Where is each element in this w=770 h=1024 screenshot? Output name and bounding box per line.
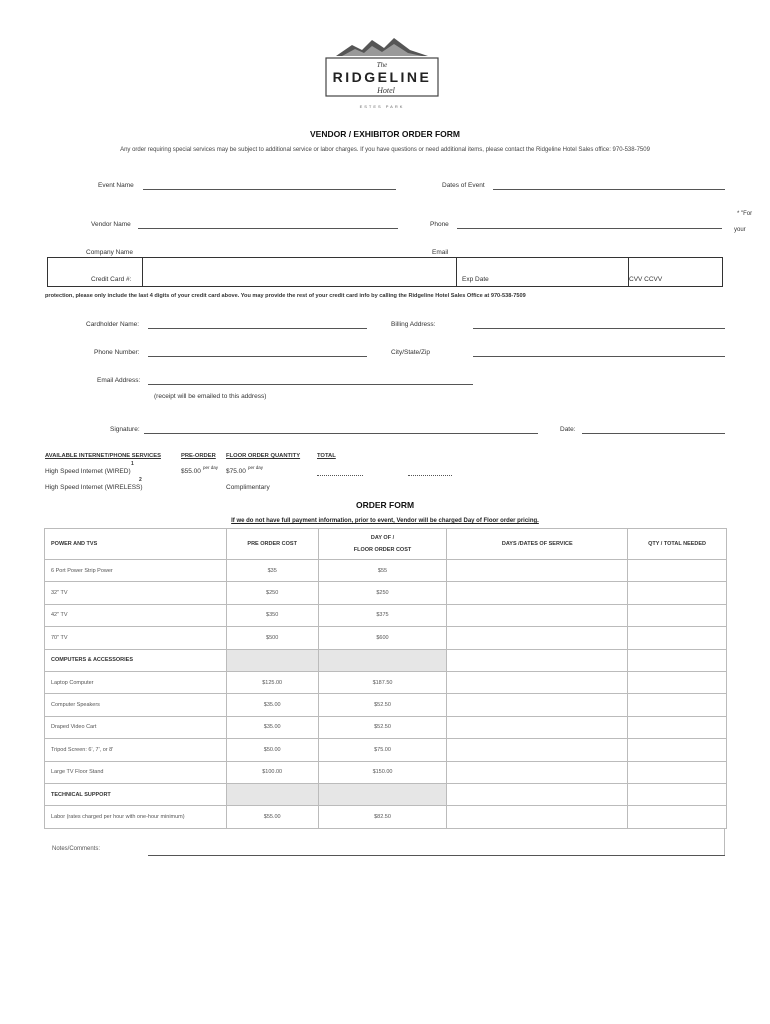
item-name: Laptop Computer	[45, 671, 227, 693]
item-qty-input[interactable]	[628, 716, 727, 738]
item-qty-input[interactable]	[628, 761, 727, 783]
item-dates-input[interactable]	[447, 716, 628, 738]
order-item-row	[45, 671, 727, 693]
date-label: Date:	[560, 426, 576, 433]
order-item-row	[45, 560, 727, 582]
item-name: 6 Port Power Strip Power	[45, 560, 227, 582]
credit-card-input[interactable]	[143, 258, 455, 285]
internet-header-preorder: PRE-ORDER	[181, 453, 216, 459]
item-pre-cost: $50.00	[226, 739, 318, 761]
item-day-cost: $75.00	[318, 739, 447, 761]
order-item-row	[45, 582, 727, 604]
section-shade-cell	[226, 783, 318, 805]
section-empty-cell	[628, 783, 727, 805]
event-name-label: Event Name	[98, 182, 134, 189]
item-dates-input[interactable]	[447, 604, 628, 626]
billing-address-input[interactable]	[473, 328, 725, 329]
item-dates-input[interactable]	[447, 761, 628, 783]
item-day-cost: $375	[318, 604, 447, 626]
cvv-label: CVV CCVV	[629, 276, 663, 283]
section-shade-cell	[318, 783, 447, 805]
order-header-row	[45, 529, 727, 560]
item-dates-input[interactable]	[447, 582, 628, 604]
item-pre-cost: $35	[226, 560, 318, 582]
phone-number-input[interactable]	[148, 356, 367, 357]
item-dates-input[interactable]	[447, 739, 628, 761]
vendor-name-input[interactable]	[138, 228, 398, 229]
credit-card-label: Credit Card #:	[91, 276, 132, 283]
item-day-cost: $187.50	[318, 671, 447, 693]
item-pre-cost: $350	[226, 604, 318, 626]
col-day-header-line2: FLOOR ORDER COST	[353, 547, 412, 553]
notes-input[interactable]	[148, 855, 725, 856]
internet-wireless-label: High Speed Internet (WIRELESS)	[45, 484, 143, 491]
internet-header-floor: FLOOR ORDER QUANTITY	[226, 453, 301, 459]
item-qty-input[interactable]	[628, 604, 727, 626]
item-dates-input[interactable]	[447, 671, 628, 693]
order-form-heading: ORDER FORM	[355, 500, 415, 510]
section-empty-cell	[447, 783, 628, 805]
notes-label: Notes/Comments:	[52, 846, 101, 852]
item-qty-input[interactable]	[628, 806, 727, 828]
order-section-row	[45, 649, 727, 671]
logo-the: The	[376, 61, 388, 69]
item-day-cost: $52.50	[318, 694, 447, 716]
item-pre-cost: $55.00	[226, 806, 318, 828]
form-subtitle: Any order requiring special services may be subject to additional service or labor charges. If you have questions or need additional items, please contact the Ridgeline Hotel Sales office: 970-538-7509	[120, 147, 650, 153]
item-name: Large TV Floor Stand	[45, 761, 227, 783]
col-pre-header: PRE ORDER COST	[226, 529, 318, 560]
section-label: TECHNICAL SUPPORT	[45, 783, 227, 805]
dates-of-event-label: Dates of Event	[442, 182, 485, 189]
company-name-label: Company Name	[86, 249, 133, 256]
internet-wired-label: High Speed Internet (WIRED)	[45, 468, 131, 475]
item-day-cost: $52.50	[318, 716, 447, 738]
order-item-row	[45, 761, 727, 783]
email-address-label: Email Address:	[97, 377, 141, 384]
phone-number-label: Phone Number:	[94, 349, 140, 356]
item-qty-input[interactable]	[628, 560, 727, 582]
internet-wireless-value: Complimentary	[226, 484, 270, 491]
item-name: Labor (rates charged per hour with one-hour minimum)	[45, 806, 227, 828]
phone-label: Phone	[430, 221, 449, 228]
receipt-note: (receipt will be emailed to this address)	[154, 393, 267, 400]
logo-small: ESTES PARK	[359, 104, 405, 109]
section-shade-cell	[226, 649, 318, 671]
item-day-cost: $55	[318, 560, 447, 582]
internet-wired-floor: $75.00	[226, 468, 246, 475]
email-label: Email	[432, 249, 449, 256]
item-pre-cost: $100.00	[226, 761, 318, 783]
order-form-note: If we do not have full payment information, prior to event, Vendor will be charged Day of Floor order pricing.	[231, 518, 539, 524]
item-day-cost: $250	[318, 582, 447, 604]
cardholder-name-input[interactable]	[148, 328, 367, 329]
internet-header-total: TOTAL	[317, 453, 336, 459]
internet-wired-qty-input[interactable]	[317, 475, 363, 476]
col-day-header-line1: DAY OF /	[370, 535, 395, 541]
col-item-header: POWER AND TVS	[45, 529, 227, 560]
city-state-zip-input[interactable]	[473, 356, 725, 357]
item-name: Tripod Screen: 6', 7', or 8'	[45, 739, 227, 761]
order-item-row	[45, 739, 727, 761]
order-item-row	[45, 604, 727, 626]
section-empty-cell	[447, 649, 628, 671]
side-note-line1: * "For	[737, 211, 753, 217]
form-title: VENDOR / EXHIBITOR ORDER FORM	[309, 129, 461, 139]
item-qty-input[interactable]	[628, 671, 727, 693]
signature-input[interactable]	[144, 433, 538, 434]
internet-header-services: AVAILABLE INTERNET/PHONE SERVICES	[45, 453, 161, 459]
item-name: 42" TV	[45, 604, 227, 626]
exp-date-input[interactable]	[490, 258, 627, 285]
logo-script: Hotel	[377, 86, 395, 95]
item-qty-input[interactable]	[628, 582, 727, 604]
section-label: COMPUTERS & ACCESSORIES	[45, 649, 227, 671]
item-name: 70" TV	[45, 627, 227, 649]
ridgeline-hotel-logo	[322, 36, 442, 116]
order-item-row	[45, 806, 727, 828]
item-dates-input[interactable]	[447, 694, 628, 716]
side-note-line2: your	[734, 227, 746, 233]
email-address-input[interactable]	[148, 384, 473, 385]
col-qty-header: QTY / TOTAL NEEDED	[628, 529, 727, 560]
item-day-cost: $600	[318, 627, 447, 649]
notes-right-border	[724, 829, 725, 855]
phone-input[interactable]	[457, 228, 722, 229]
cvv-input[interactable]	[660, 258, 720, 285]
item-dates-input[interactable]	[447, 627, 628, 649]
item-day-cost: $150.00	[318, 761, 447, 783]
dates-of-event-input[interactable]	[493, 189, 725, 190]
item-pre-cost: $35.00	[226, 694, 318, 716]
date-input[interactable]	[582, 433, 725, 434]
vendor-name-label: Vendor Name	[91, 221, 131, 228]
internet-wired-floor-unit: per day	[248, 465, 264, 470]
item-dates-input[interactable]	[447, 806, 628, 828]
item-day-cost: $82.50	[318, 806, 447, 828]
event-name-input[interactable]	[143, 189, 396, 190]
order-item-row	[45, 716, 727, 738]
item-qty-input[interactable]	[628, 627, 727, 649]
item-qty-input[interactable]	[628, 694, 727, 716]
item-pre-cost: $125.00	[226, 671, 318, 693]
section-shade-cell	[318, 649, 447, 671]
order-item-row	[45, 694, 727, 716]
protection-note: protection, please only include the last 4 digits of your credit card above. You may provide the rest of your credit card info by calling the Ridgeline Hotel Sales Office at 970-538-7509	[45, 293, 526, 299]
cc-divider-2	[456, 257, 457, 286]
item-pre-cost: $500	[226, 627, 318, 649]
order-item-row	[45, 627, 727, 649]
logo-name: RIDGELINE	[332, 69, 432, 85]
item-name: 32" TV	[45, 582, 227, 604]
order-table	[44, 528, 727, 829]
order-section-row	[45, 783, 727, 805]
internet-wireless-sup: 2	[139, 477, 142, 483]
item-qty-input[interactable]	[628, 739, 727, 761]
internet-wired-pre: $55.00	[181, 468, 201, 475]
col-days-header: DAYS /DATES OF SERVICE	[447, 529, 628, 560]
billing-address-label: Billing Address:	[391, 321, 436, 328]
item-pre-cost: $35.00	[226, 716, 318, 738]
city-state-zip-label: City/State/Zip	[391, 349, 431, 356]
internet-wired-total-input[interactable]	[408, 475, 452, 476]
item-pre-cost: $250	[226, 582, 318, 604]
exp-date-label: Exp Date	[462, 276, 489, 283]
item-dates-input[interactable]	[447, 560, 628, 582]
col-day-header	[318, 529, 447, 560]
mountain-logo-icon	[322, 36, 442, 116]
cardholder-name-label: Cardholder Name:	[86, 321, 140, 328]
section-empty-cell	[628, 649, 727, 671]
item-name: Computer Speakers	[45, 694, 227, 716]
internet-wired-pre-unit: per day	[203, 465, 219, 470]
item-name: Draped Video Cart	[45, 716, 227, 738]
signature-label: Signature:	[110, 426, 140, 433]
internet-wired-sup: 1	[131, 461, 134, 467]
